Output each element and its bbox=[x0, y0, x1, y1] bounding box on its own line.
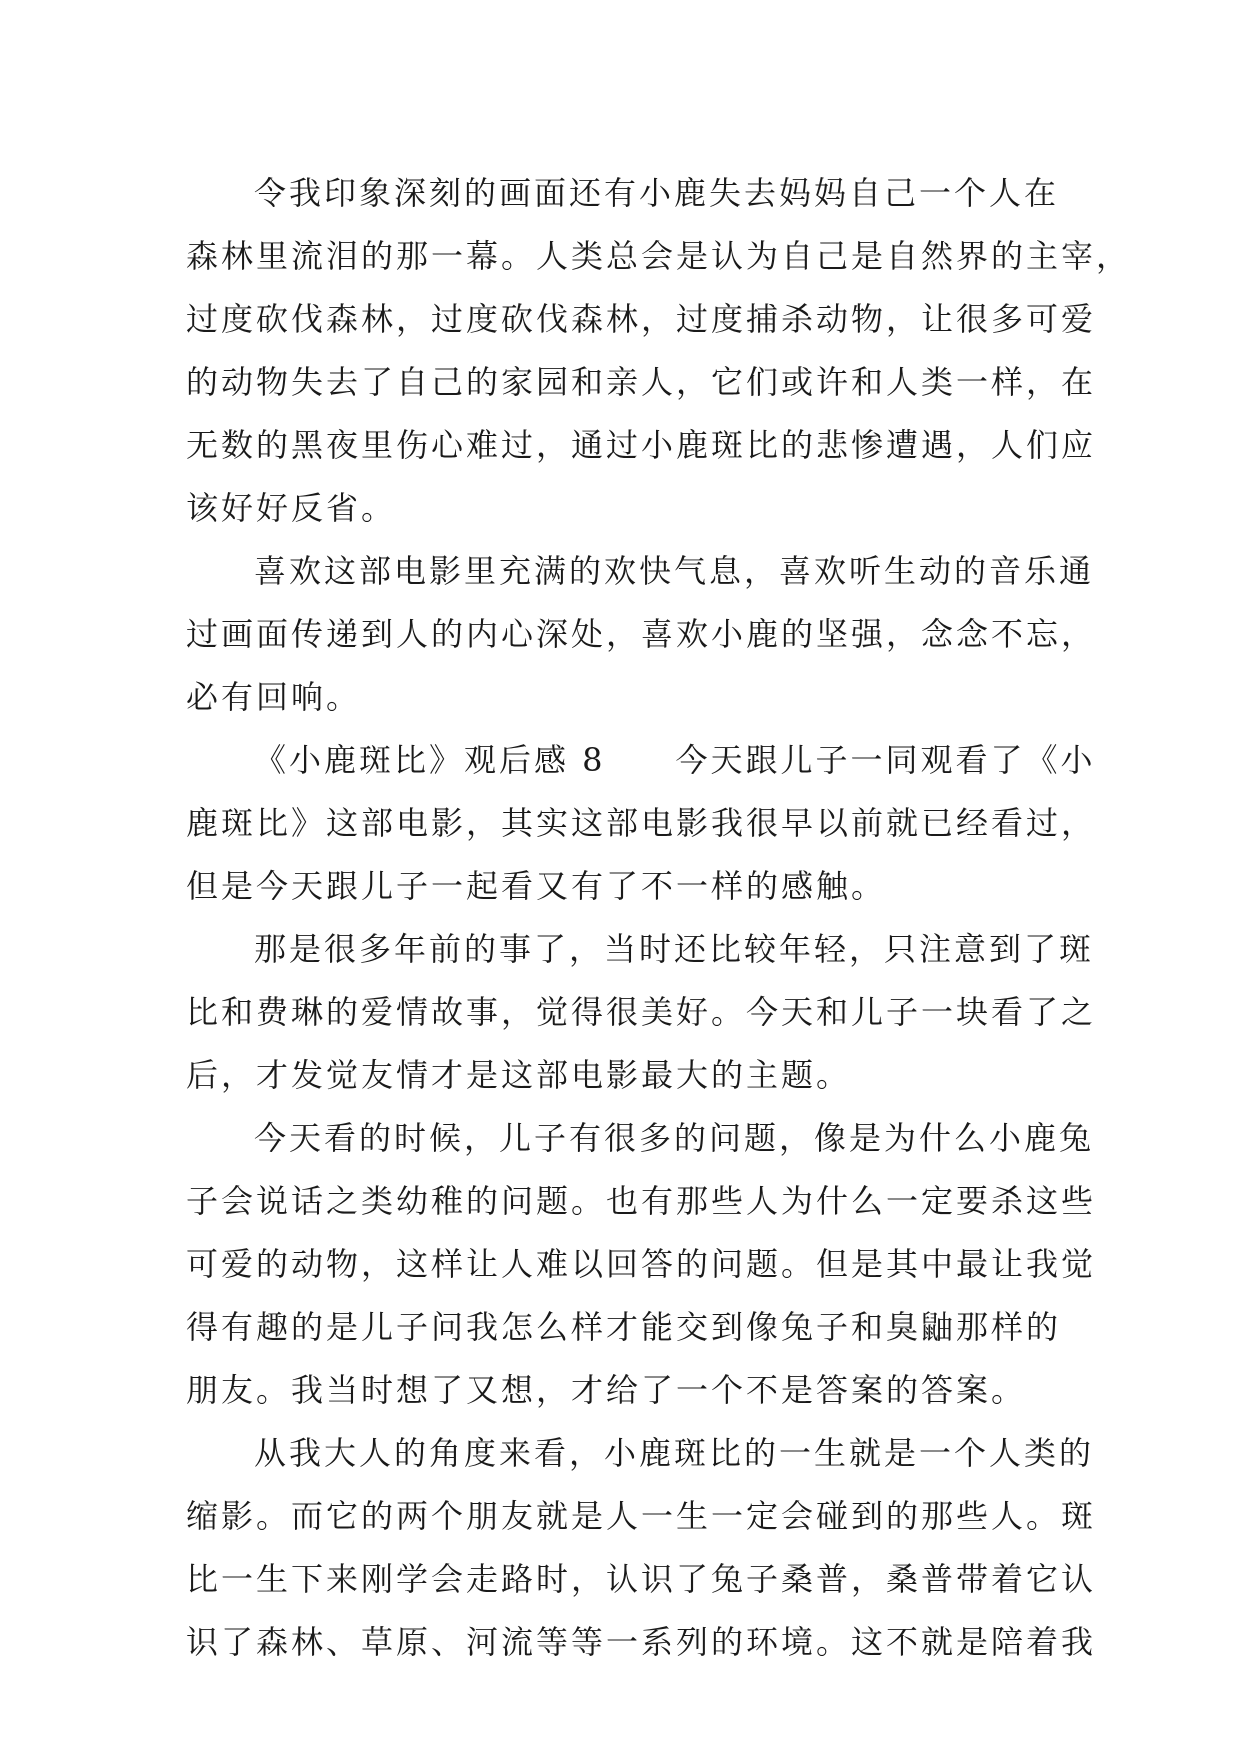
text-line: 子会说话之类幼稚的问题。也有那些人为什么一定要杀这些 bbox=[186, 1182, 1097, 1220]
text-line: 比一生下来刚学会走路时，认识了兔子桑普，桑普带着它认 bbox=[186, 1560, 1097, 1598]
text-line: 可爱的动物，这样让人难以回答的问题。但是其中最让我觉 bbox=[186, 1245, 1097, 1283]
text-line: 令我印象深刻的画面还有小鹿失去妈妈自己一个人在 bbox=[254, 174, 1060, 212]
text-line: 《小鹿斑比》观后感 8 今天跟儿子一同观看了《小 bbox=[254, 741, 1096, 779]
text-line: 今天看的时候，儿子有很多的问题，像是为什么小鹿兔 bbox=[254, 1119, 1095, 1157]
text-line: 森林里流泪的那一幕。人类总会是认为自己是自然界的主宰， bbox=[186, 237, 1132, 275]
document-body bbox=[186, 162, 1132, 1674]
text-line: 后，才发觉友情才是这部电影最大的主题。 bbox=[186, 1056, 852, 1094]
text-line: 那是很多年前的事了，当时还比较年轻，只注意到了斑 bbox=[254, 930, 1095, 968]
text-line: 该好好反省。 bbox=[186, 489, 397, 527]
text-line: 比和费琳的爱情故事，觉得很美好。今天和儿子一块看了之 bbox=[186, 993, 1097, 1031]
text-line: 得有趣的是儿子问我怎么样才能交到像兔子和臭鼬那样的 bbox=[186, 1308, 1062, 1346]
text-line: 的动物失去了自己的家园和亲人，它们或许和人类一样，在 bbox=[186, 363, 1097, 401]
text-line: 鹿斑比》这部电影，其实这部电影我很早以前就已经看过， bbox=[186, 804, 1097, 842]
text-line: 但是今天跟儿子一起看又有了不一样的感触。 bbox=[186, 867, 887, 905]
text-line: 无数的黑夜里伤心难过，通过小鹿斑比的悲惨遭遇，人们应 bbox=[186, 426, 1097, 464]
text-line: 缩影。而它的两个朋友就是人一生一定会碰到的那些人。斑 bbox=[186, 1497, 1097, 1535]
text-line: 识了森林、草原、河流等等一系列的环境。这不就是陪着我 bbox=[186, 1623, 1097, 1661]
text-line: 朋友。我当时想了又想，才给了一个不是答案的答案。 bbox=[186, 1371, 1027, 1409]
text-line: 从我大人的角度来看，小鹿斑比的一生就是一个人类的 bbox=[254, 1434, 1095, 1472]
text-line: 过度砍伐森林，过度砍伐森林，过度捕杀动物，让很多可爱 bbox=[186, 300, 1097, 338]
text-line: 过画面传递到人的内心深处，喜欢小鹿的坚强，念念不忘， bbox=[186, 615, 1097, 653]
text-line: 必有回响。 bbox=[186, 678, 362, 716]
text-line: 喜欢这部电影里充满的欢快气息，喜欢听生动的音乐通 bbox=[254, 552, 1095, 590]
